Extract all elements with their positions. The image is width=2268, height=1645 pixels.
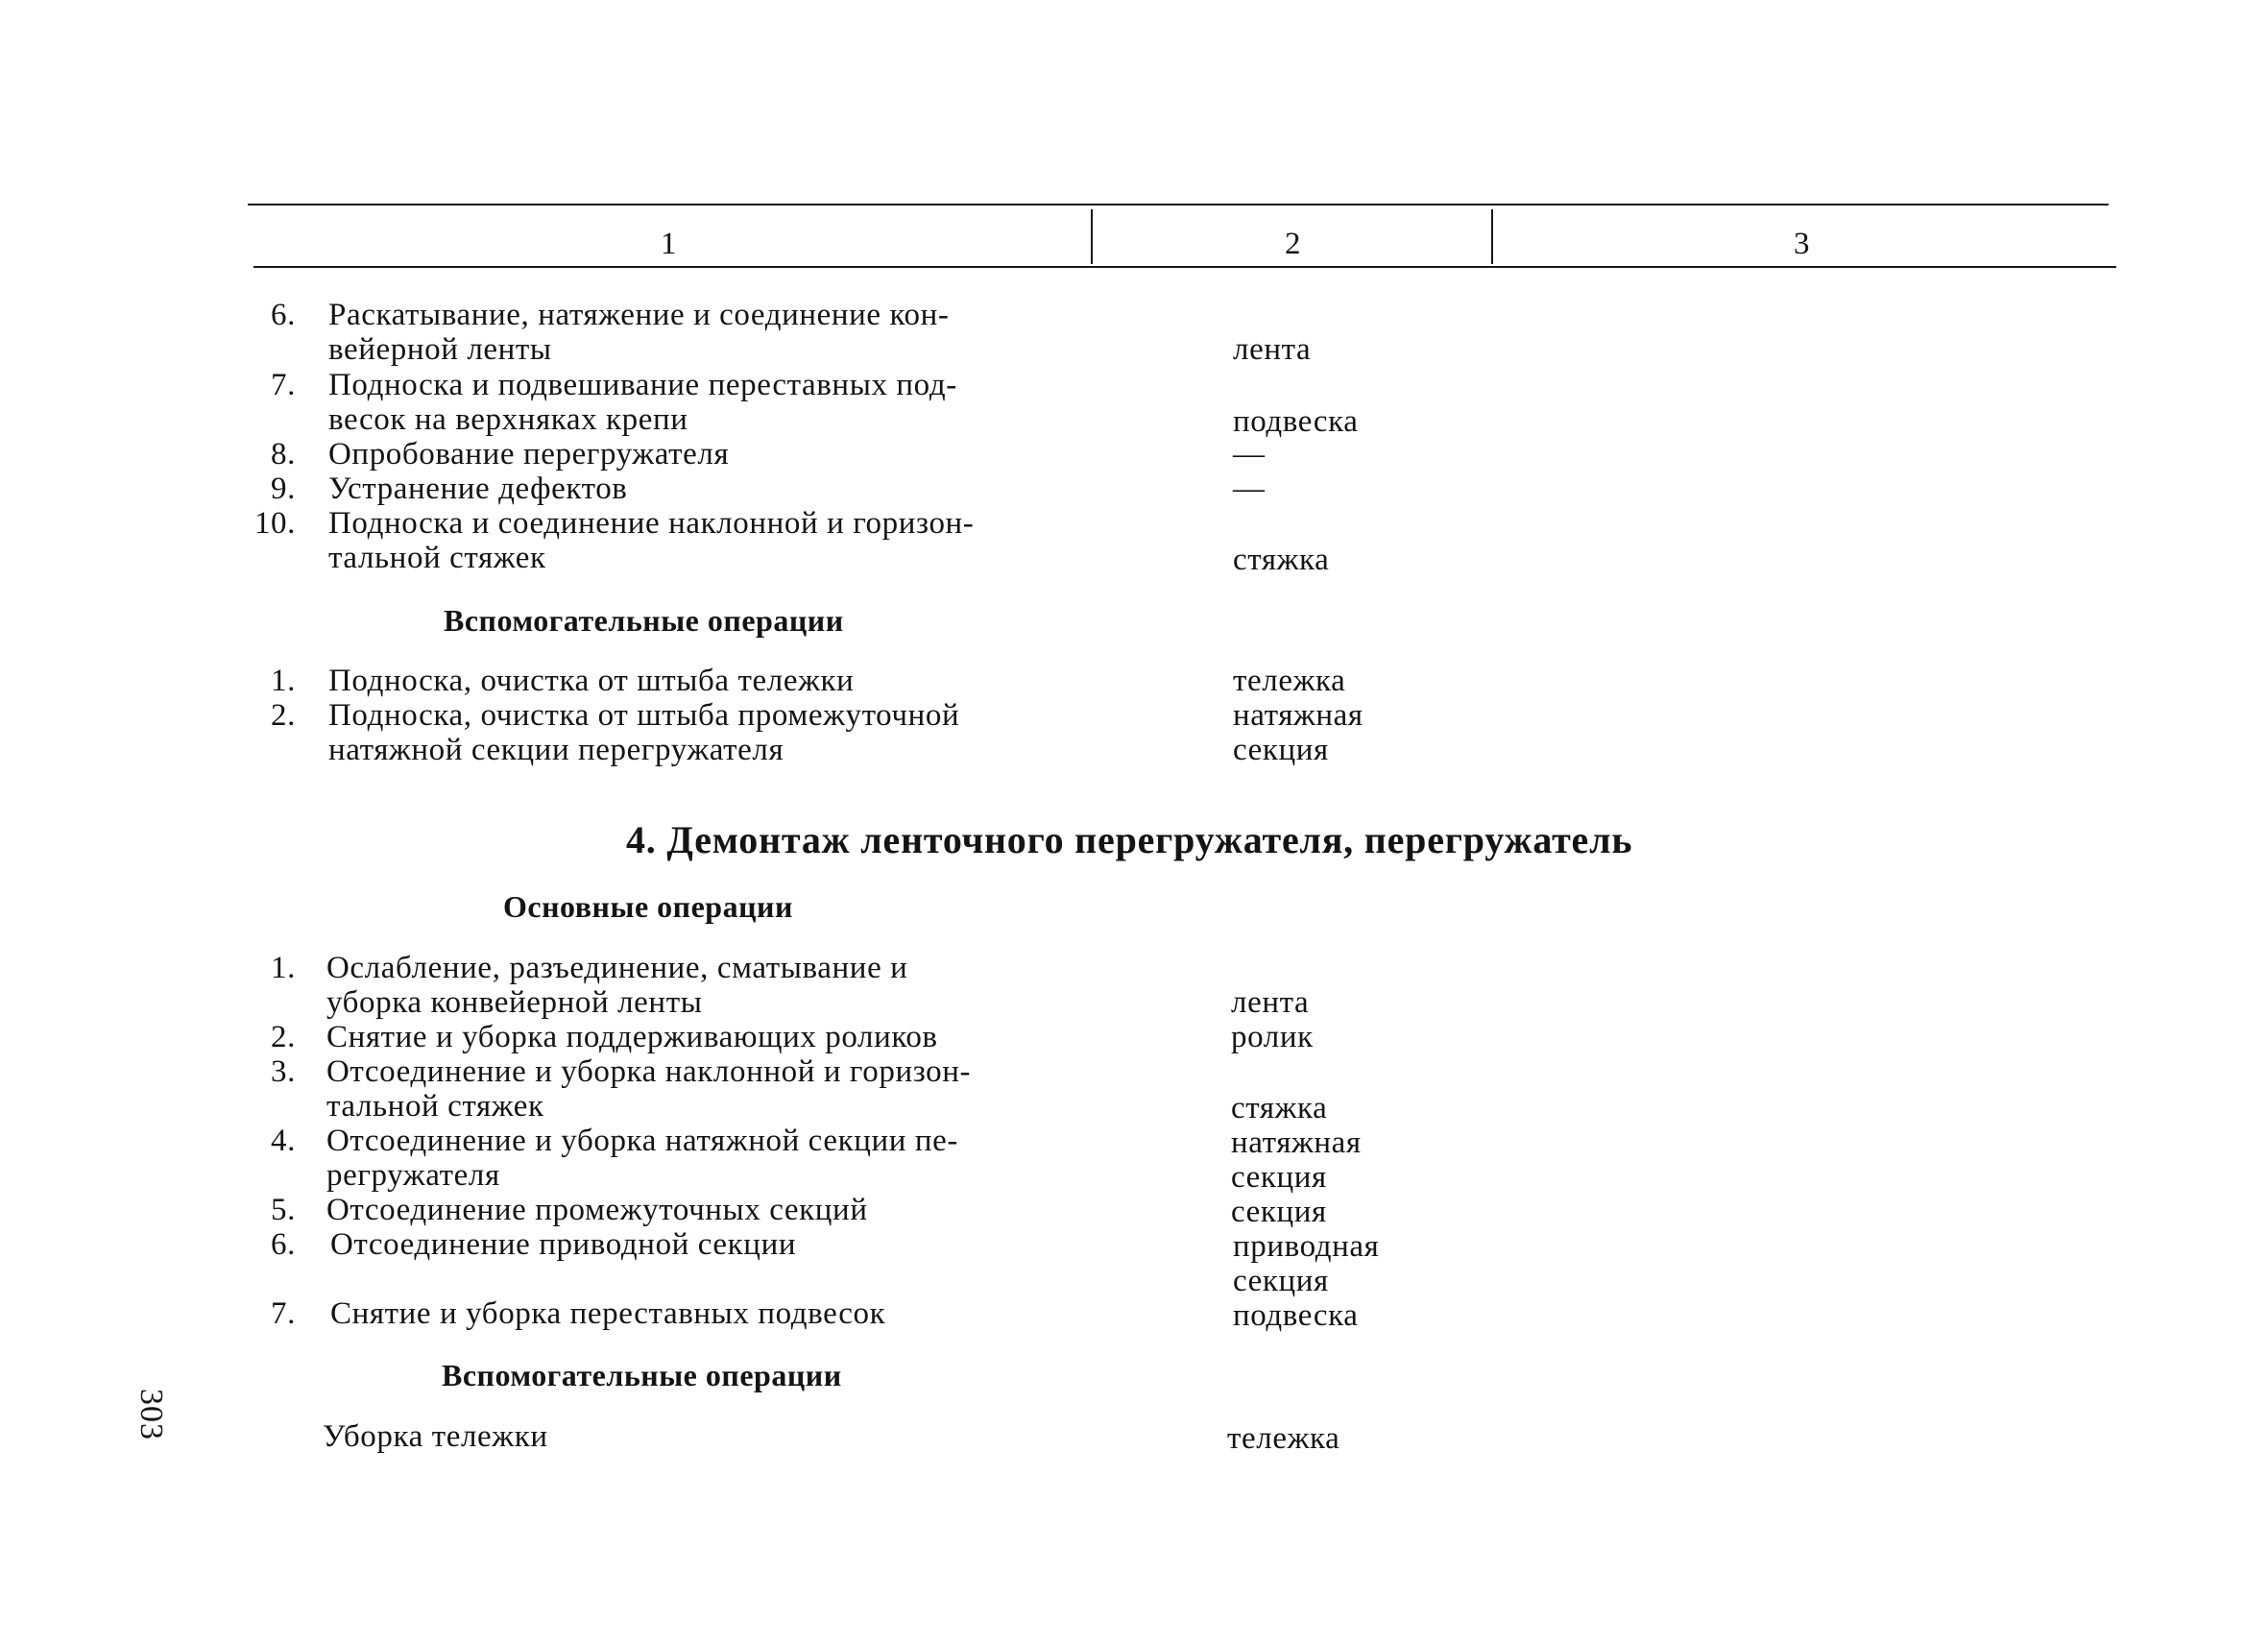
item-number: 5.: [271, 1193, 296, 1227]
item-text-line: Раскатывание, натяжение и соединение кон-: [328, 298, 950, 332]
item-unit: секция: [1233, 733, 1329, 767]
item-unit: подвеска: [1233, 404, 1359, 439]
header-divider-2: [1491, 209, 1493, 264]
section4-main-heading: Основные операции: [503, 889, 793, 924]
item-unit: лента: [1233, 332, 1312, 367]
item-unit: ролик: [1231, 1020, 1314, 1054]
item-text-line: тальной стяжек: [328, 541, 546, 575]
header-divider-1: [1091, 209, 1093, 264]
item-number: 7.: [271, 1296, 296, 1331]
item-unit: тележка: [1233, 664, 1346, 698]
section4-aux-heading: Вспомогательные операции: [442, 1358, 842, 1392]
item-unit: стяжка: [1231, 1091, 1328, 1125]
item-text-line: Отсоединение промежуточных секций: [326, 1193, 868, 1227]
item-unit: секция: [1233, 1264, 1329, 1298]
column-header-3: 3: [1794, 227, 1811, 261]
item-text-line: Подноска и соединение наклонной и горизон-: [328, 506, 975, 541]
header-top-rule: [248, 204, 2109, 206]
item-text-line: регружателя: [326, 1158, 500, 1193]
item-number: 4.: [271, 1124, 296, 1158]
item-text-line: Устранение дефектов: [328, 472, 628, 506]
item-text-line: весок на верхняках крепи: [328, 402, 688, 437]
item-text-line: Отсоединение приводной секции: [330, 1227, 797, 1262]
item-number: 2.: [271, 698, 296, 733]
item-unit: секция: [1231, 1160, 1327, 1195]
item-text-line: Подноска и подвешивание переставных под-: [328, 368, 957, 402]
item-text-line: Отсоединение и уборка натяжной секции пе-: [326, 1124, 958, 1158]
section4-title: 4. Демонтаж ленточного перегружателя, перегружатель: [626, 818, 1633, 861]
item-text-line: тальной стяжек: [326, 1089, 544, 1124]
item-text-line: Снятие и уборка переставных подвесок: [330, 1296, 886, 1331]
section3-aux-heading: Вспомогательные операции: [444, 603, 844, 638]
item-unit: лента: [1231, 985, 1310, 1020]
item-number: 1.: [271, 664, 296, 698]
item-text-line: Уборка тележки: [323, 1419, 548, 1454]
item-unit: стяжка: [1233, 543, 1330, 577]
item-unit: секция: [1231, 1195, 1327, 1229]
item-text-line: Снятие и уборка поддерживающих роликов: [326, 1020, 938, 1054]
item-number: 8.: [271, 437, 296, 472]
item-text-line: Опробование перегружателя: [328, 437, 730, 472]
item-unit: натяжная: [1233, 698, 1363, 733]
item-text-line: Подноска, очистка от штыба промежуточной: [328, 698, 960, 733]
item-number: 7.: [271, 368, 296, 402]
page-number: 303: [133, 1389, 169, 1440]
item-unit: —: [1233, 437, 1266, 472]
item-number: 10.: [253, 506, 296, 541]
item-number: 6.: [271, 298, 296, 332]
item-number: 2.: [271, 1020, 296, 1054]
item-number: 6.: [271, 1227, 296, 1262]
item-text-line: Отсоединение и уборка наклонной и горизон-: [326, 1054, 972, 1089]
item-unit: приводная: [1233, 1229, 1380, 1264]
item-number: 1.: [271, 951, 296, 985]
item-number: 3.: [271, 1054, 296, 1089]
item-text-line: вейерной ленты: [328, 332, 552, 367]
column-header-2: 2: [1285, 227, 1302, 261]
header-bottom-rule: [253, 266, 2116, 268]
item-text-line: натяжной секции перегружателя: [328, 733, 784, 767]
item-text-line: Ослабление, разъединение, сматывание и: [326, 951, 908, 985]
item-unit: —: [1233, 472, 1266, 506]
column-header-1: 1: [661, 227, 678, 261]
item-number: 9.: [271, 472, 296, 506]
item-text-line: Подноска, очистка от штыба тележки: [328, 664, 855, 698]
item-unit: тележка: [1227, 1421, 1340, 1456]
item-unit: натяжная: [1231, 1125, 1362, 1160]
item-unit: подвеска: [1233, 1298, 1359, 1333]
item-text-line: уборка конвейерной ленты: [326, 985, 703, 1020]
